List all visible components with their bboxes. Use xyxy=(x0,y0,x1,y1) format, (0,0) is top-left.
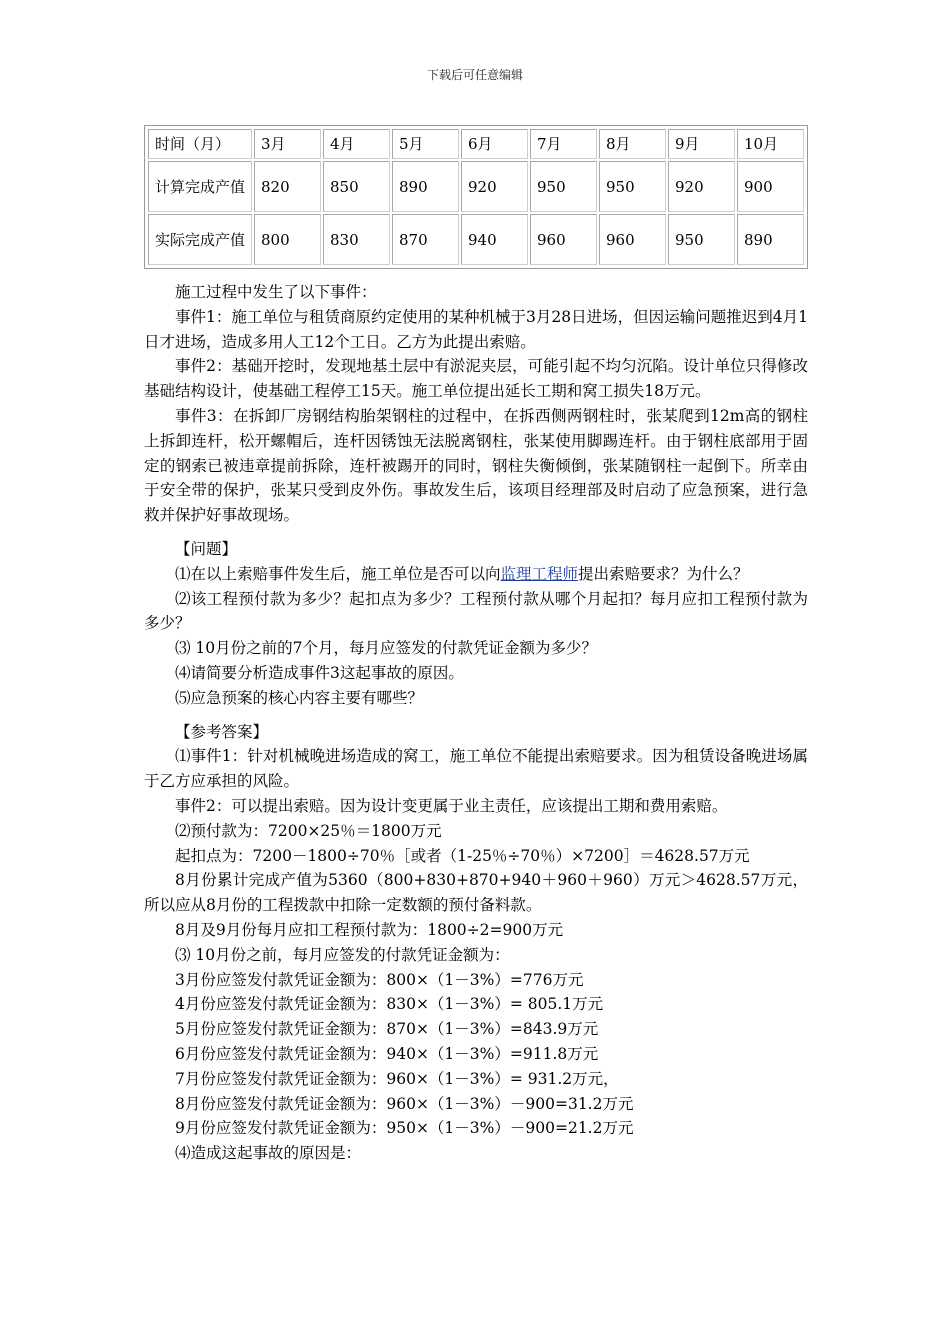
table-cell: 950 xyxy=(599,161,666,212)
answer-2-start-point: 起扣点为：7200－1800÷70％［或者（1-25％÷70％）×7200］＝4628.57万元 xyxy=(175,846,750,865)
table-cell: 870 xyxy=(392,214,459,265)
monthly-payment-line: 5月份应签发付款凭证金额为：870×（1－3%）=843.9万元 xyxy=(175,1020,599,1039)
answer-2-deduction: 8月及9月份每月应扣工程预付款为：1800÷2=900万元 xyxy=(175,920,564,939)
table-cell: 820 xyxy=(254,161,321,212)
table-row-label: 计算完成产值 xyxy=(148,161,252,212)
table-month: 8月 xyxy=(599,129,666,159)
question-4: ⑷请简要分析造成事件3这起事故的原因。 xyxy=(175,663,464,682)
table-cell: 950 xyxy=(530,161,597,212)
answer-1-event-2: 事件2：可以提出索赔。因为设计变更属于业主责任，应该提出工期和费用索赔。 xyxy=(175,796,728,815)
table-month: 6月 xyxy=(461,129,528,159)
answers-title: 【参考答案】 xyxy=(175,722,269,741)
table-cell: 940 xyxy=(461,214,528,265)
monthly-payment-line: 7月份应签发付款凭证金额为：960×（1－3%）= 931.2万元， xyxy=(175,1069,619,1088)
table-month: 3月 xyxy=(254,129,321,159)
event-1: 事件1：施工单位与租赁商原约定使用的某种机械于3月28日进场，但因运输问题推迟到4月1日才进场，造成多用人工12个工日。乙方为此提出索赔。 xyxy=(144,307,808,351)
table-cell: 850 xyxy=(323,161,390,212)
document-body xyxy=(144,280,808,1166)
question-1-text-end: 提出索赔要求？为什么？ xyxy=(578,564,749,583)
output-table-grid xyxy=(146,127,806,267)
table-month: 7月 xyxy=(530,129,597,159)
event-2: 事件2：基础开挖时，发现地基土层中有淤泥夹层，可能引起不均匀沉陷。设计单位只得修改基础结构设计，使基础工程停工15天。施工单位提出延长工期和窝工损失18万元。 xyxy=(144,357,808,401)
table-month: 5月 xyxy=(392,129,459,159)
table-cell: 890 xyxy=(737,214,804,265)
question-1 xyxy=(144,562,808,587)
answer-1: ⑴事件1：针对机械晚进场造成的窝工，施工单位不能提出索赔要求。因为租赁设备晚进场属于乙方应承担的风险。 xyxy=(144,747,808,791)
table-row-label: 实际完成产值 xyxy=(148,214,252,265)
table-cell: 830 xyxy=(323,214,390,265)
supervisor-engineer-link[interactable]: 监理工程师 xyxy=(500,564,579,583)
page-header: 下载后可任意编辑 xyxy=(426,68,523,82)
table-cell: 960 xyxy=(599,214,666,265)
question-5: ⑸应急预案的核心内容主要有哪些？ xyxy=(175,688,424,707)
monthly-payment-line: 8月份应签发付款凭证金额为：960×（1－3%）－900=31.2万元 xyxy=(175,1094,634,1113)
answer-4: ⑷造成这起事故的原因是： xyxy=(175,1144,362,1163)
questions-title: 【问题】 xyxy=(175,539,238,558)
question-3: ⑶ 10月份之前的7个月，每月应签发的付款凭证金额为多少？ xyxy=(175,639,598,658)
answer-2-advance: ⑵预付款为：7200×25％＝1800万元 xyxy=(175,821,442,840)
event-3: 事件3：在拆卸厂房钢结构胎架钢柱的过程中，在拆西侧两钢柱时，张某爬到12m高的钢柱上拆卸连杆，松开螺帽后，连杆因锈蚀无法脱离钢柱，张某使用脚踢连杆。由于钢柱底部用于固定的钢索已被违章提前拆除，连杆被踢开的同时，钢柱失衡倾倒，张某随钢柱一起倒下。所幸由于安全带的保护，张某只受到皮外伤。事故发生后，该项目经理部及时启动了应急预案，进行急救并保护好事故现场。 xyxy=(144,406,808,525)
answer-3: ⑶ 10月份之前，每月应签发的付款凭证金额为： xyxy=(175,945,510,964)
answer-2-august: 8月份累计完成产值为5360（800+830+870+940＋960＋960）万元＞4628.57万元，所以应从8月份的工程拨款中扣除一定数额的预付备料款。 xyxy=(144,871,808,915)
question-2: ⑵该工程预付款为多少？起扣点为多少？工程预付款从哪个月起扣？每月应扣工程预付款为多少？ xyxy=(144,589,808,633)
table-cell: 950 xyxy=(668,214,735,265)
question-1-text: ⑴在以上索赔事件发生后，施工单位是否可以向 xyxy=(175,564,501,583)
table-cell: 920 xyxy=(461,161,528,212)
table-cell: 800 xyxy=(254,214,321,265)
table-month: 10月 xyxy=(737,129,804,159)
events-intro: 施工过程中发生了以下事件： xyxy=(175,283,377,301)
monthly-payment-line: 9月份应签发付款凭证金额为：950×（1－3%）－900=21.2万元 xyxy=(175,1119,634,1138)
table-row xyxy=(148,214,804,265)
table-cell: 920 xyxy=(668,161,735,212)
table-month: 4月 xyxy=(323,129,390,159)
monthly-payment-line: 6月份应签发付款凭证金额为：940×（1－3%）=911.8万元 xyxy=(175,1044,599,1063)
table-header-label: 时间（月） xyxy=(148,129,252,159)
table-cell: 890 xyxy=(392,161,459,212)
table-header-row xyxy=(148,129,804,159)
table-cell: 960 xyxy=(530,214,597,265)
table-row xyxy=(148,161,804,212)
table-month: 9月 xyxy=(668,129,735,159)
output-table xyxy=(144,125,808,269)
monthly-payment-line: 4月份应签发付款凭证金额为：830×（1－3%）= 805.1万元 xyxy=(175,995,604,1014)
table-cell: 900 xyxy=(737,161,804,212)
monthly-payment-line: 3月份应签发付款凭证金额为：800×（1－3%）=776万元 xyxy=(175,970,584,989)
